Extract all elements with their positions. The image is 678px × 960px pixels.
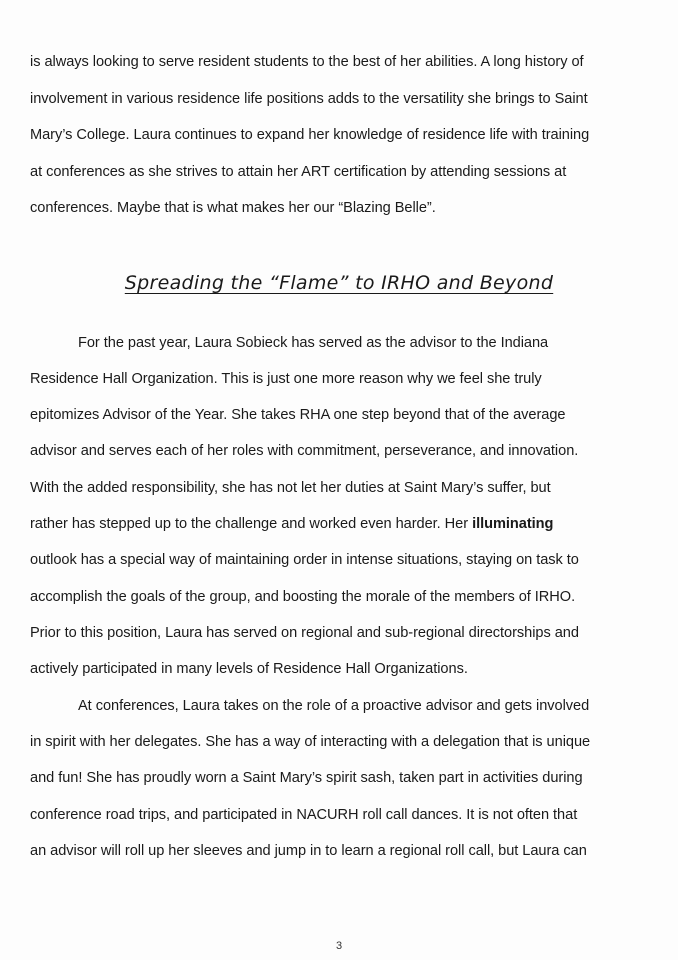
- paragraph-3-line-5: an advisor will roll up her sleeves and jump in to learn a regional roll call, but Laura can: [30, 843, 587, 859]
- paragraph-2-line-5: With the added responsibility, she has not let her duties at Saint Mary’s suffer, but: [30, 480, 551, 496]
- paragraph-2-line-6-text: rather has stepped up to the challenge and worked even harder. Her: [30, 516, 469, 532]
- paragraph-1-line-1: is always looking to serve resident students to the best of her abilities. A long history of: [30, 54, 584, 70]
- page-number: 3: [335, 940, 343, 952]
- paragraph-2-line-7: outlook has a special way of maintaining order in intense situations, staying on task to: [30, 552, 579, 568]
- paragraph-2-line-3: epitomizes Advisor of the Year. She takes RHA one step beyond that of the average: [30, 407, 566, 423]
- paragraph-2-line-10: actively participated in many levels of Residence Hall Organizations.: [30, 661, 468, 677]
- paragraph-2-line-4: advisor and serves each of her roles with commitment, perseverance, and innovation.: [30, 443, 579, 459]
- paragraph-1-line-2: involvement in various residence life positions adds to the versatility she brings to Saint: [30, 91, 588, 107]
- paragraph-3-line-2: in spirit with her delegates. She has a way of interacting with a delegation that is unique: [30, 734, 591, 750]
- paragraph-3-line-3: and fun! She has proudly worn a Saint Mary’s spirit sash, taken part in activities during: [30, 770, 583, 786]
- bold-word-illuminating: illuminating: [472, 516, 554, 532]
- paragraph-2-line-9: Prior to this position, Laura has served on regional and sub-regional directorships and: [30, 625, 579, 641]
- paragraph-1-line-5: conferences. Maybe that is what makes her our “Blazing Belle”.: [30, 200, 436, 216]
- section-heading: [0, 272, 678, 294]
- paragraph-3-line-4: conference road trips, and participated in NACURH roll call dances. It is not often that: [30, 807, 578, 823]
- paragraph-1-line-4: at conferences as she strives to attain her ART certification by attending sessions at: [30, 164, 567, 180]
- paragraph-1-line-3: Mary’s College. Laura continues to expand her knowledge of residence life with training: [30, 127, 590, 143]
- paragraph-3-line-1: At conferences, Laura takes on the role of a proactive advisor and gets involved: [78, 698, 590, 714]
- paragraph-2-line-1: For the past year, Laura Sobieck has served as the advisor to the Indiana: [78, 335, 549, 351]
- section-heading-text: Spreading the “Flame” to IRHO and Beyond: [124, 272, 554, 294]
- paragraph-2-line-6: [30, 515, 553, 533]
- paragraph-2-line-2: Residence Hall Organization. This is just one more reason why we feel she truly: [30, 371, 542, 387]
- paragraph-2-line-8: accomplish the goals of the group, and boosting the morale of the members of IRHO.: [30, 589, 576, 605]
